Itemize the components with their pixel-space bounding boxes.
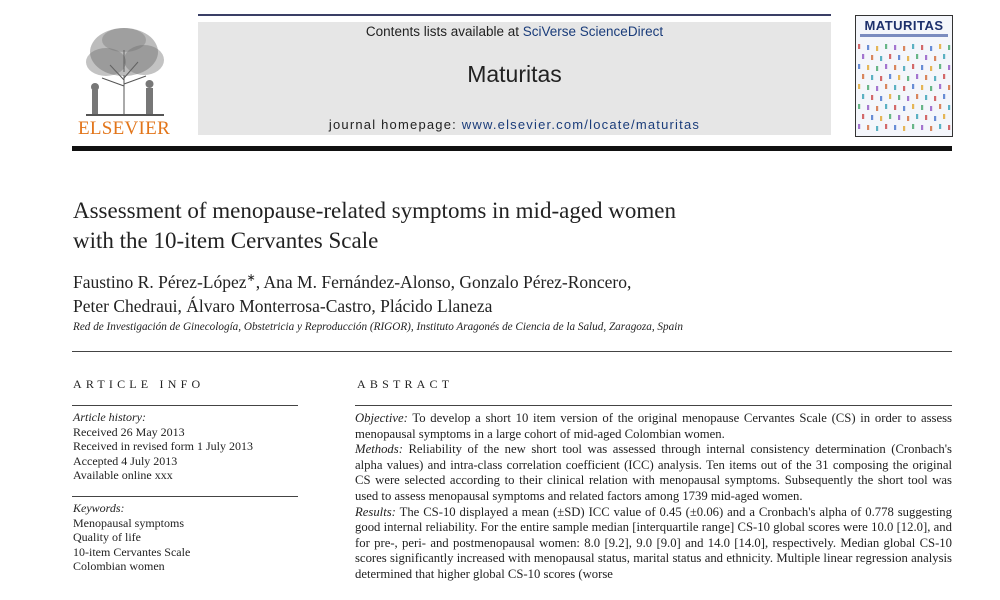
history-item: Accepted 4 July 2013 — [73, 453, 178, 468]
abstract-methods — [355, 442, 952, 504]
cover-figure — [948, 45, 950, 50]
cover-figure — [921, 45, 923, 50]
cover-figure — [885, 84, 887, 89]
keyword-item: 10-item Cervantes Scale — [73, 544, 191, 559]
cover-figure — [894, 125, 896, 130]
cover-figure — [921, 65, 923, 70]
cover-figures-art — [856, 40, 952, 136]
cover-figure — [889, 54, 891, 59]
cover-figure — [912, 124, 914, 129]
cover-figure — [876, 46, 878, 51]
cover-figure — [907, 96, 909, 101]
cover-figure — [871, 115, 873, 120]
cover-figure — [876, 86, 878, 91]
cover-figure — [934, 56, 936, 61]
methods-text: Reliability of the new short tool was assessed through internal consistency determination (Cronbach's alpha values) and intra-class correlation coefficient (ICC) analysis. Ten items out of the 31 composing the original CS were selected according to their clinical relation with menopausal symptoms. Subsequently the short tool was used to assess menopausal symptoms and related factors among 1739 mid-aged women. — [355, 442, 952, 503]
cover-figure — [943, 74, 945, 79]
abstract-rule — [355, 405, 952, 406]
results-label: Results: — [355, 504, 396, 519]
cover-figure — [871, 75, 873, 80]
cover-figure — [925, 75, 927, 80]
cover-figure — [880, 56, 882, 61]
cover-figure — [930, 86, 932, 91]
keyword-item: Quality of life — [73, 530, 141, 544]
abstract-objective — [355, 411, 952, 442]
cover-figure — [894, 85, 896, 90]
history-item: Received 26 May 2013 — [73, 424, 185, 439]
cover-figure — [943, 54, 945, 59]
cover-figure — [907, 116, 909, 121]
cover-figure — [903, 106, 905, 111]
author-corresponding[interactable]: Faustino R. Pérez-López — [73, 271, 247, 292]
cover-figure — [858, 44, 860, 49]
cover-figure — [939, 64, 941, 69]
author-line-1-rest: , Ana M. Fernández-Alonso, Gonzalo Pérez-Roncero, — [255, 271, 632, 292]
cover-figure — [898, 95, 900, 100]
cover-figure — [876, 106, 878, 111]
cover-figure — [871, 95, 873, 100]
cover-title: MATURITAS — [864, 18, 944, 33]
cover-figure — [880, 116, 882, 121]
cover-figure — [903, 46, 905, 51]
cover-figure — [925, 95, 927, 100]
methods-label: Methods: — [355, 442, 403, 457]
cover-figure — [885, 124, 887, 129]
cover-figure — [916, 74, 918, 79]
cover-figure — [921, 85, 923, 90]
cover-figure — [894, 105, 896, 110]
cover-figure — [880, 76, 882, 81]
cover-figure — [903, 66, 905, 71]
cover-figure — [885, 64, 887, 69]
history-item: Received in revised form 1 July 2013 — [73, 439, 253, 453]
cover-figure — [898, 115, 900, 120]
cover-figure — [876, 126, 878, 131]
cover-figure — [930, 46, 932, 51]
keyword-item: Menopausal symptoms — [73, 515, 184, 530]
cover-figure — [930, 126, 932, 131]
objective-label: Objective: — [355, 411, 408, 425]
affiliation: Red de Investigación de Ginecología, Obstetricia y Reproducción (RIGOR), Instituto Aragonés de Ciencia de la Salud, Zaragoza, Spain — [73, 321, 683, 333]
cover-figure — [858, 124, 860, 129]
cover-figure — [916, 54, 918, 59]
cover-figure — [867, 105, 869, 110]
article-info-rule-mid — [72, 496, 298, 497]
homepage-prefix: journal homepage: — [328, 117, 462, 132]
cover-figure — [925, 55, 927, 60]
affiliation-rule — [72, 351, 952, 352]
cover-figure — [930, 106, 932, 111]
cover-figure — [894, 45, 896, 50]
cover-figure — [912, 64, 914, 69]
cover-figure — [916, 94, 918, 99]
cover-subtitle-bar — [860, 34, 948, 37]
cover-figure — [912, 44, 914, 49]
cover-figure — [880, 96, 882, 101]
objective-text: To develop a short 10 item version of the original menopause Cervantes Scale (CS) in order to assess menopausal symptoms in a large cohort of mid-aged Colombian women. — [355, 411, 952, 441]
cover-figure — [948, 85, 950, 90]
cover-figure — [889, 74, 891, 79]
cover-figure — [898, 75, 900, 80]
cover-figure — [939, 44, 941, 49]
article-title-line-2: with the 10-item Cervantes Scale — [73, 228, 379, 253]
cover-figure — [885, 44, 887, 49]
cover-figure — [939, 84, 941, 89]
cover-figure — [862, 94, 864, 99]
article-history — [73, 410, 253, 483]
cover-figure — [871, 55, 873, 60]
contents-prefix: Contents lists available at — [365, 24, 523, 39]
sciencedirect-link[interactable]: SciVerse ScienceDirect — [522, 24, 664, 39]
cover-figure — [894, 65, 896, 70]
cover-figure — [862, 74, 864, 79]
article-history-label: Article history: — [73, 410, 146, 424]
cover-figure — [858, 84, 860, 89]
cover-figure — [943, 114, 945, 119]
cover-figure — [925, 115, 927, 120]
contents-line — [198, 24, 831, 39]
cover-figure — [948, 65, 950, 70]
homepage-link[interactable]: www.elsevier.com/locate/maturitas — [461, 117, 701, 132]
elsevier-wordmark[interactable]: ELSEVIER — [77, 118, 171, 139]
cover-figure — [934, 96, 936, 101]
cover-figure — [907, 76, 909, 81]
abstract-results — [355, 505, 952, 583]
article-title-line-1: Assessment of menopause-related symptoms in mid-aged women — [73, 198, 676, 223]
cover-figure — [867, 65, 869, 70]
author-line-2: Peter Chedraui, Álvaro Monterrosa-Castro, Plácido Llaneza — [73, 295, 493, 316]
cover-figure — [889, 114, 891, 119]
cover-figure — [867, 85, 869, 90]
cover-figure — [862, 114, 864, 119]
cover-figure — [858, 64, 860, 69]
cover-figure — [912, 84, 914, 89]
journal-cover-image[interactable] — [855, 15, 953, 137]
cover-figure — [916, 114, 918, 119]
journal-name: Maturitas — [467, 61, 562, 87]
cover-figure — [867, 125, 869, 130]
abstract-body — [355, 411, 952, 583]
cover-figure — [867, 45, 869, 50]
cover-figure — [885, 104, 887, 109]
cover-figure — [921, 125, 923, 130]
article-info-rule-top — [72, 405, 298, 406]
cover-figure — [912, 104, 914, 109]
article-info-heading: ARTICLE INFO — [73, 377, 205, 391]
cover-figure — [858, 104, 860, 109]
cover-figure — [898, 55, 900, 60]
article-title — [73, 196, 833, 256]
cover-figure — [889, 94, 891, 99]
cover-figure — [939, 104, 941, 109]
author-line-1 — [73, 266, 833, 294]
header-thick-rule — [72, 146, 952, 151]
cover-figure — [862, 54, 864, 59]
header-top-rule — [198, 14, 831, 16]
cover-figure — [907, 56, 909, 61]
cover-figure — [934, 116, 936, 121]
keyword-item: Colombian women — [73, 559, 165, 573]
author-list — [73, 266, 833, 318]
cover-figure — [948, 105, 950, 110]
abstract-heading: ABSTRACT — [357, 377, 454, 391]
cover-figure — [876, 66, 878, 71]
keywords — [73, 501, 190, 574]
history-item: Available online xxx — [73, 468, 173, 482]
corresponding-author-mark[interactable]: ∗ — [246, 272, 256, 284]
journal-homepage-line — [198, 117, 831, 132]
keywords-label: Keywords: — [73, 501, 125, 515]
cover-figure — [903, 126, 905, 131]
cover-figure — [930, 66, 932, 71]
cover-figure — [903, 86, 905, 91]
cover-figure — [948, 125, 950, 130]
cover-figure — [921, 105, 923, 110]
cover-figure — [934, 76, 936, 81]
cover-figure — [939, 124, 941, 129]
results-text: The CS-10 displayed a mean (±SD) ICC value of 0.45 (±0.06) and a Cronbach's alpha of 0.778 suggesting good internal reliability. For the entire sample median [interquartile range] CS-10 global scores were 10.0 [12.0], and for pre-, peri- and postmenopausal women: 8.0 [9.2], 9.0 [9.0] and 14.0 [14.0], respectively. Median global CS-10 scores significantly increased with menopausal status, marital status and ethnicity. Multiple linear regression analysis determined that higher global CS-10 scores (worse — [355, 504, 952, 581]
cover-figure — [943, 94, 945, 99]
